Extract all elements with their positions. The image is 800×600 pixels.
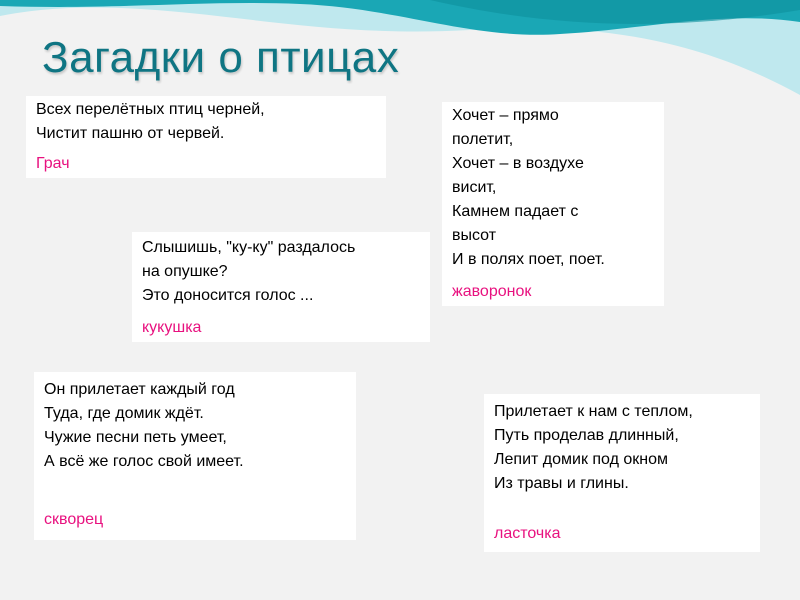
- riddle-line: Туда, где домик ждёт.: [44, 405, 204, 422]
- riddle-line: Лепит домик под окном: [494, 451, 669, 468]
- riddle-card-skylark: [442, 102, 664, 306]
- riddle-line: Чистит пашню от червей.: [36, 125, 225, 142]
- riddle-line: Всех перелётных птиц черней,: [36, 101, 265, 118]
- riddle-line: Это доносится голос ...: [142, 287, 314, 304]
- riddle-card-cuckoo: [132, 232, 430, 342]
- riddle-answer: жаворонок: [452, 283, 532, 300]
- riddle-line: Путь проделав длинный,: [494, 427, 679, 444]
- riddle-line: Слышишь, "ку-ку" раздалось: [142, 239, 356, 256]
- riddle-card-swallow: [484, 394, 760, 552]
- riddle-line: висит,: [452, 179, 497, 196]
- riddle-line: А всё же голос свой имеет.: [44, 453, 244, 470]
- riddle-card-rook: [26, 96, 386, 178]
- riddle-line: на опушке?: [142, 263, 228, 280]
- riddle-line: Он прилетает каждый год: [44, 381, 235, 398]
- riddle-line: Камнем падает с: [452, 203, 579, 220]
- riddle-line: высот: [452, 227, 497, 244]
- riddle-answer: Грач: [36, 155, 70, 172]
- riddle-line: Чужие песни петь умеет,: [44, 429, 227, 446]
- riddle-line: И в полях поет, поет.: [452, 251, 605, 268]
- riddle-card-starling: [34, 372, 356, 540]
- riddle-line: Из травы и глины.: [494, 475, 629, 492]
- riddle-answer: скворец: [44, 511, 104, 528]
- riddle-line: Прилетает к нам с теплом,: [494, 403, 693, 420]
- riddle-line: Хочет – прямо: [452, 107, 559, 124]
- riddle-answer: ласточка: [494, 525, 561, 542]
- slide-title: Загадки о птицах: [42, 33, 400, 82]
- riddle-answer: кукушка: [142, 319, 202, 336]
- riddle-line: Хочет – в воздухе: [452, 155, 584, 172]
- riddle-line: полетит,: [452, 131, 514, 148]
